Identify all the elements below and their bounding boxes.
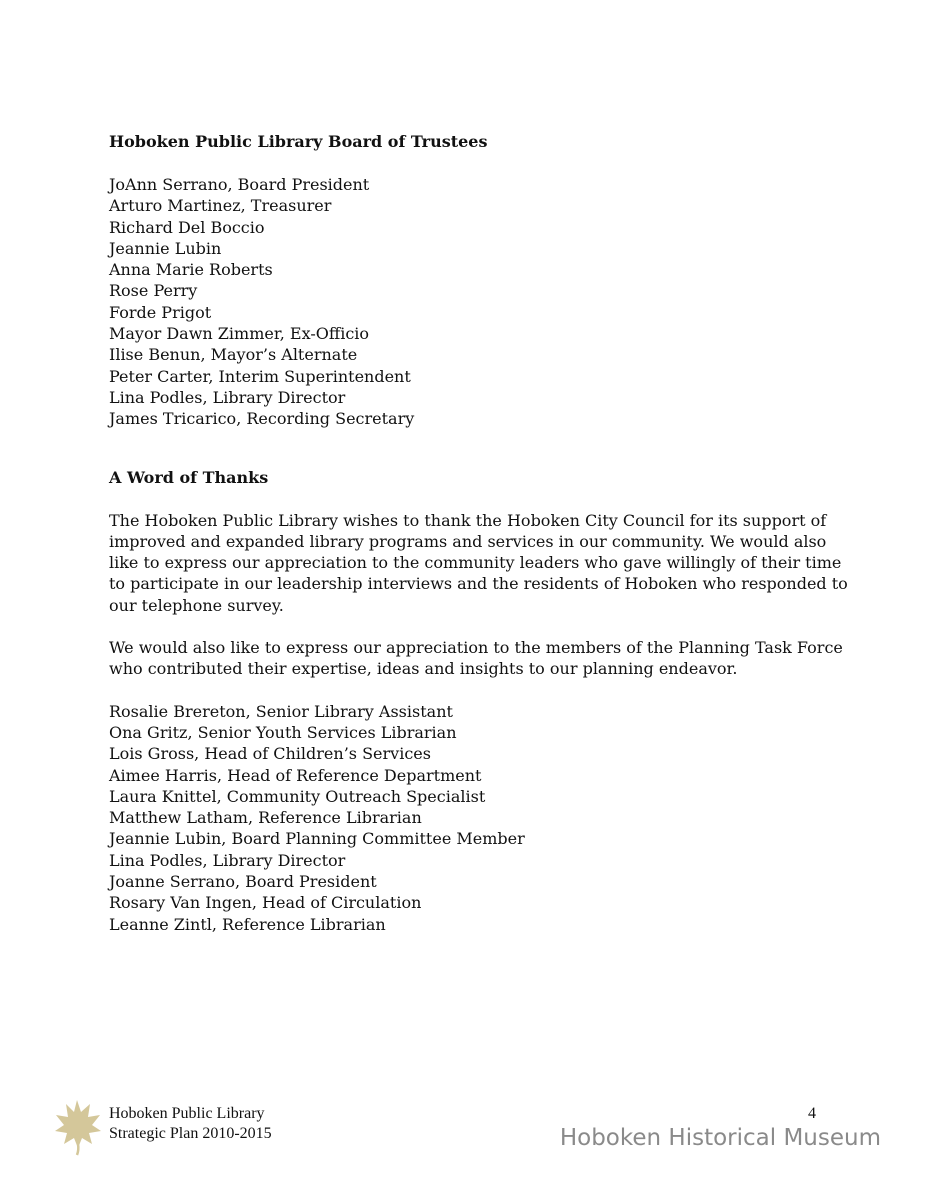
trustee-item: Forde Prigot [109, 302, 212, 322]
spacer [109, 488, 829, 510]
footer-title [109, 1104, 272, 1144]
trustee-item: Rose Perry [109, 281, 198, 301]
task-force-list [109, 701, 829, 935]
trustee-item: JoAnn Serrano, Board President [109, 175, 370, 194]
paragraph-line: The Hoboken Public Library wishes to thank the Hoboken City Council for its support of [109, 510, 827, 530]
trustees-list [109, 174, 829, 430]
watermark: Hoboken Historical Museum [559, 1125, 881, 1151]
leaf-stem [77, 1144, 78, 1155]
paragraph-line: We would also like to express our appreciation to the members of the Planning Task Force [109, 638, 843, 658]
paragraph-line: improved and expanded library programs and services in our community. We would also [109, 531, 827, 551]
page-content [109, 131, 848, 935]
task-force-item: Laura Knittel, Community Outreach Specialist [109, 786, 486, 806]
trustee-item: Lina Podles, Library Director [109, 387, 346, 407]
task-force-item: Lina Podles, Library Director [109, 850, 346, 870]
trustees-heading: Hoboken Public Library Board of Trustees [109, 132, 488, 151]
paragraph-line: who contributed their expertise, ideas and insights to our planning endeavor. [109, 659, 738, 679]
spacer [109, 616, 829, 637]
task-force-item: Leanne Zintl, Reference Librarian [109, 914, 386, 934]
thanks-paragraph-1 [109, 510, 848, 616]
trustee-item: Peter Carter, Interim Superintendent [109, 366, 411, 386]
trustee-item: Richard Del Boccio [109, 217, 265, 237]
task-force-item: Rosary Van Ingen, Head of Circulation [109, 893, 422, 913]
task-force-item: Jeannie Lubin, Board Planning Committee Member [109, 829, 525, 849]
leaf-logo-icon [52, 1098, 102, 1156]
trustee-item: Mayor Dawn Zimmer, Ex-Officio [109, 324, 370, 344]
task-force-item: Rosalie Brereton, Senior Library Assistant [109, 701, 453, 721]
task-force-item: Matthew Latham, Reference Librarian [109, 808, 422, 828]
task-force-item: Ona Gritz, Senior Youth Services Librarian [109, 722, 457, 742]
page-number: 4 [808, 1105, 816, 1122]
spacer [109, 680, 829, 701]
paragraph-line: like to express our appreciation to the community leaders who gave willingly of their time [109, 553, 842, 573]
trustee-item: Anna Marie Roberts [109, 260, 273, 280]
paragraph-line: to participate in our leadership interviews and the residents of Hoboken who responded to [109, 574, 848, 594]
trustee-item: Jeannie Lubin [109, 238, 222, 258]
footer-line-2: Strategic Plan 2010-2015 [109, 1125, 272, 1142]
spacer [109, 430, 829, 467]
thanks-paragraph-2 [109, 637, 843, 680]
task-force-item: Joanne Serrano, Board President [109, 872, 377, 892]
task-force-item: Lois Gross, Head of Children’s Services [109, 744, 431, 764]
task-force-item: Aimee Harris, Head of Reference Department [109, 765, 482, 785]
trustee-item: Ilise Benun, Mayor’s Alternate [109, 345, 358, 365]
leaf-shape [55, 1100, 101, 1148]
thanks-heading: A Word of Thanks [109, 467, 269, 487]
footer-line-1: Hoboken Public Library [109, 1105, 265, 1122]
spacer [109, 152, 829, 174]
trustee-item: James Tricarico, Recording Secretary [109, 409, 415, 429]
trustee-item: Arturo Martinez, Treasurer [109, 196, 332, 216]
paragraph-line: our telephone survey. [109, 595, 284, 615]
